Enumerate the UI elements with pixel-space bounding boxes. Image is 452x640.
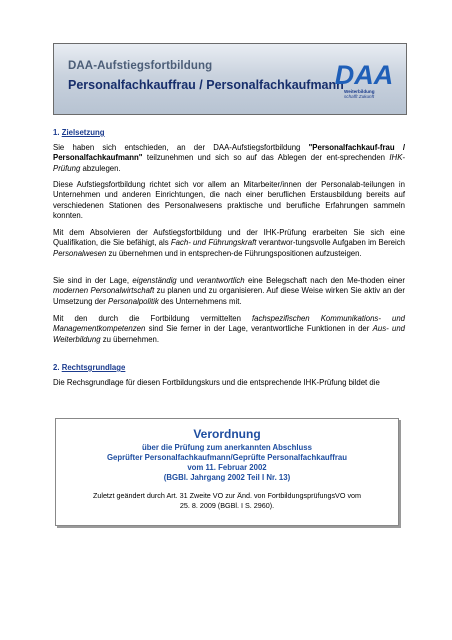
regulation-box: [55, 418, 399, 526]
section-title-link[interactable]: Rechtsgrundlage: [61, 363, 126, 372]
regulation-amendment-note-1: Zuletzt geändert durch Art. 31 Zweite VO zur Änd. von FortbildungsprüfungsVO vom: [92, 491, 362, 500]
section-heading-zielsetzung[interactable]: [53, 128, 105, 137]
daa-logo-letters: DAA: [334, 60, 394, 90]
logo-slogan-line1: Weiterbildung: [344, 89, 375, 94]
daa-logo-mark: [334, 54, 394, 90]
regulation-line-1: über die Prüfung zum anerkannten Abschluss: [142, 443, 312, 452]
logo-slogan-line2: schafft Zukunft: [344, 94, 375, 99]
regulation-title: Verordnung: [193, 427, 261, 441]
regulation-gazette-reference: (BGBl. Jahrgang 2002 Teil I Nr. 13): [163, 473, 291, 482]
paragraph-competences: Mit den durch die Fortbildung vermittelten fachspezifischen Kommunikations- und Managementkompetenzen sind Sie ferner in der Lage, verantwortliche Funktionen in der Aus- und Weiterbildung zu übernehmen.: [53, 314, 405, 344]
section-heading-rechtsgrundlage[interactable]: [53, 363, 125, 372]
course-banner: [53, 43, 407, 115]
section-number: 1.: [53, 128, 60, 137]
daa-logo: [334, 54, 394, 100]
section-number: 2.: [53, 363, 60, 372]
regulation-amendment-note-2: 25. 8. 2009 (BGBl. I S. 2960).: [179, 501, 275, 510]
paragraph-qualification: Mit dem Absolvieren der Aufstiegsfortbildung und der IHK-Prüfung erarbeiten Sie sich eine Qualifikation, die Sie befähigt, als Fach- und Führungskraft verantwor-tungsvolle Aufgaben im Bereich Personalwesen zu übernehmen und in entsprechen-de Führungspositionen aufzusteigen.: [53, 228, 405, 258]
paragraph-intro: Sie haben sich entschieden, an der DAA-Aufstiegsfortbildung "Personalfachkauf-frau / Personalfachkaufmann" teilzunehmen und sich so auf das Ablegen der ent-sprechenden IHK-Prüfung abzulegen.: [53, 143, 405, 173]
regulation-line-2: Geprüfter Personalfachkaufmann/Geprüfte Personalfachkauffrau: [106, 453, 348, 462]
paragraph-abilities: Sie sind in der Lage, eigenständig und verantwortlich eine Belegschaft nach den Me-thoden einer modernen Personalwirtschaft zu planen und zu organisieren. Auf diese Weise wirken Sie aktiv an der Umsetzung der Personalpolitik des Unternehmens mit.: [53, 276, 405, 306]
regulation-date: vom 11. Februar 2002: [187, 463, 267, 472]
section-title-link[interactable]: Zielsetzung: [61, 128, 105, 137]
banner-title: Personalfachkauffrau / Personalfachkaufmann: [68, 78, 344, 92]
banner-subtitle: DAA-Aufstiegsfortbildung: [68, 60, 213, 72]
paragraph-legal-basis: Die Rechsgrundlage für diesen Fortbildungskurs und die entsprechende IHK-Prüfung bildet die: [53, 378, 380, 387]
paragraph-target-group: Diese Aufstiegsfortbildung richtet sich vor allem an Mitarbeiter/innen der Personalab-teilungen in Unternehmen und anderen Einrichtungen, die nach einer beruflichen Erstausbildung bereits auf verschiedenen Stationen des Personalwesens praktische und berufliche Erfahrungen sammeln konnten.: [53, 180, 405, 221]
